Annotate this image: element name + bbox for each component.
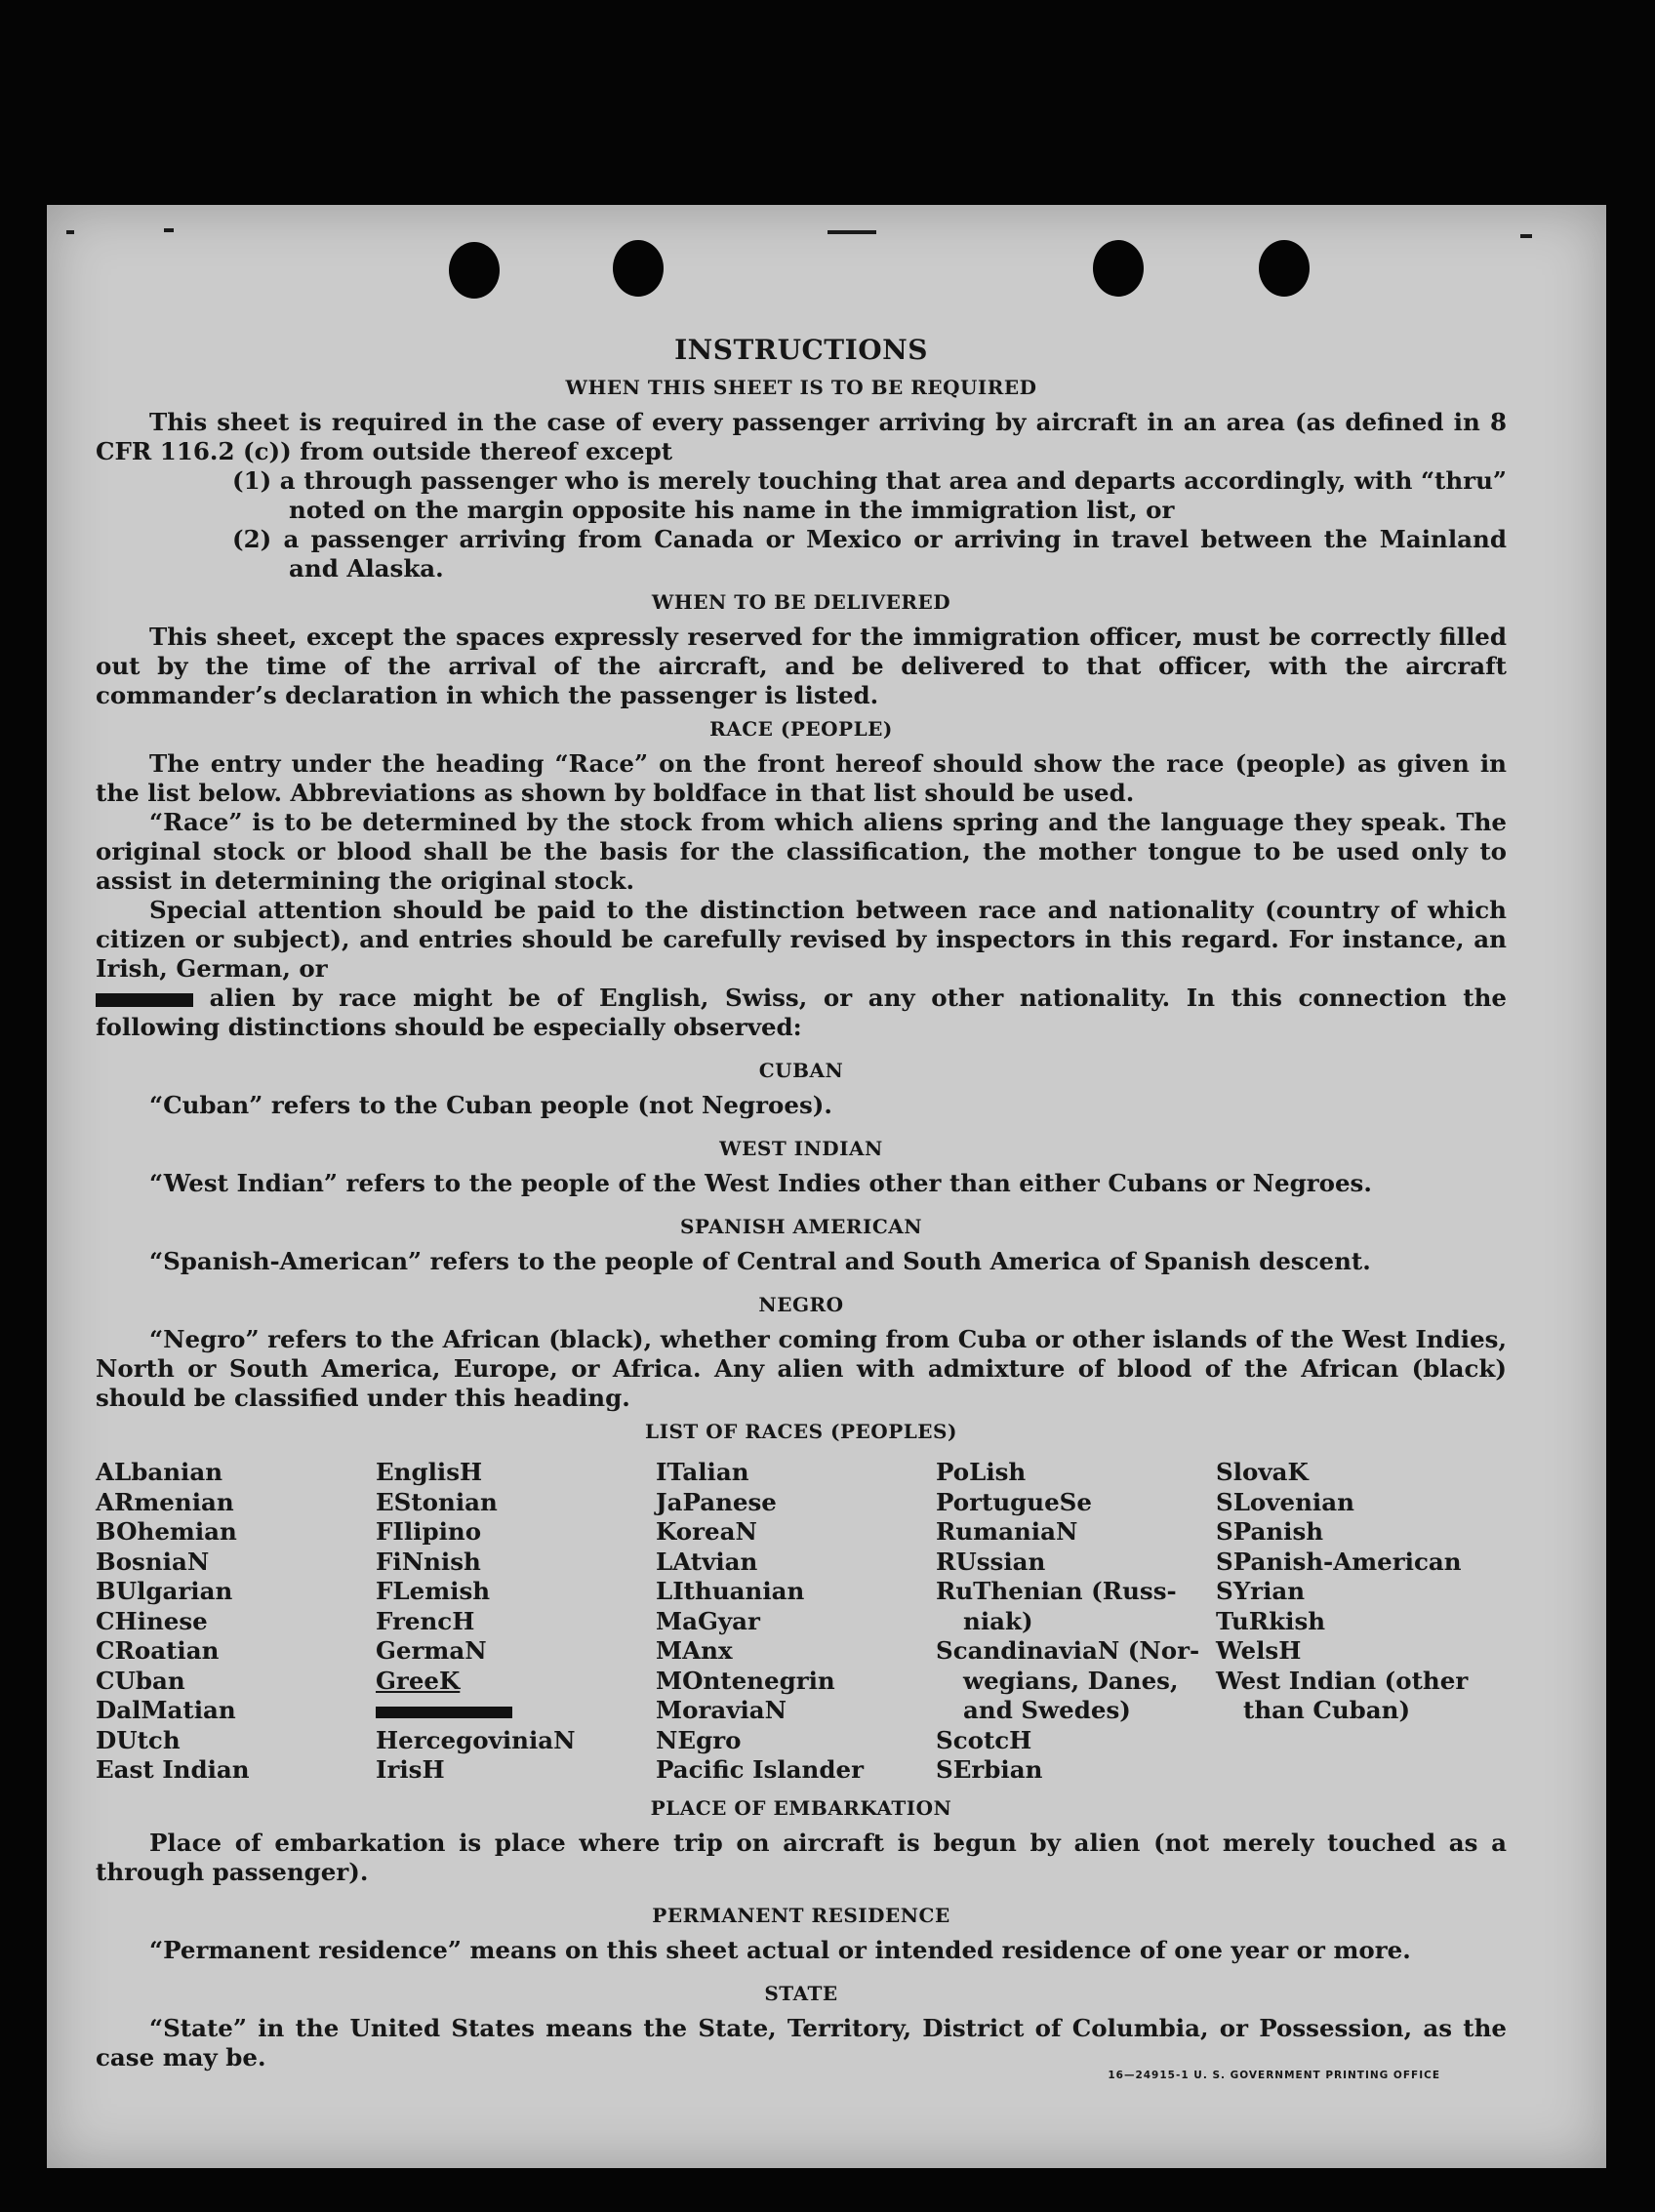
heading-west-indian: WEST INDIAN: [719, 1137, 883, 1160]
race-entry: FLemish: [376, 1577, 491, 1605]
race-entry: CUban: [96, 1666, 185, 1695]
heading-race: RACE (PEOPLE): [709, 717, 893, 741]
document-sheet: [47, 205, 1606, 2168]
redacted-entry: [376, 1696, 656, 1726]
race-entry: SlovaK: [1216, 1458, 1309, 1486]
heading-list-of-races: LIST OF RACES (PEOPLES): [645, 1420, 957, 1443]
redaction-mark: [376, 1707, 512, 1718]
printing-office-code: 16—24915-1 U. S. GOVERNMENT PRINTING OFFICE: [1108, 2070, 1440, 2081]
race-entry-continued: than Cuban): [1243, 1696, 1411, 1724]
race-entry: FrencH: [376, 1606, 475, 1635]
race-entry: SPanish-American: [1216, 1547, 1462, 1576]
embarkation-text: Place of embarkation is place where trip on aircraft is begun by alien (not merely touched as a through passenger).: [96, 1828, 1507, 1886]
state-text: “State” in the United States means the State, Territory, District of Columbia, or Possession, as the case may be.: [96, 2013, 1507, 2071]
race-entry: WelsH: [1216, 1636, 1302, 1665]
race-entry: BosniaN: [96, 1547, 210, 1576]
negro-text: “Negro” refers to the African (black), whether coming from Cuba or other islands of the West Indies, North or South America, Europe, or Africa. Any alien with admixture of blood of the African (black) should be classified under this heading.: [96, 1325, 1507, 1412]
when-delivered-text: This sheet, except the spaces expressly reserved for the immigration officer, must be correctly filled out by the time of the arrival of the aircraft, and be delivered to that officer, with the aircraft commander’s declaration in which the passenger is listed.: [96, 623, 1507, 709]
race-entry: CRoatian: [96, 1636, 220, 1665]
edge-mark: [1520, 234, 1532, 238]
race-entry: West Indian (other: [1216, 1666, 1469, 1695]
punch-hole: [1259, 240, 1310, 297]
race-entry: IrisH: [376, 1755, 445, 1784]
when-required-text: This sheet is required in the case of every passenger arriving by aircraft in an area (as defined in 8 CFR 116.2 (c)) from outside thereof except: [96, 408, 1507, 465]
race-entry: ARmenian: [96, 1487, 234, 1516]
heading-state: STATE: [764, 1981, 838, 2005]
races-column-4: [936, 1458, 1216, 1786]
race-paragraph-3b-text: alien by race might be of English, Swiss, or any other nationality. In this connection the following distinctions should be especially observed:: [96, 984, 1508, 1041]
race-entry: ITalian: [656, 1458, 749, 1486]
race-entry: SErbian: [936, 1755, 1043, 1784]
race-entry: LAtvian: [656, 1547, 758, 1576]
punch-hole: [449, 242, 500, 299]
heading-cuban: CUBAN: [758, 1059, 844, 1082]
heading-when-required: WHEN THIS SHEET IS TO BE REQUIRED: [565, 376, 1037, 399]
race-entry: FiNnish: [376, 1547, 481, 1576]
page-title: INSTRUCTIONS: [674, 334, 928, 366]
race-entry: NEgro: [656, 1725, 742, 1754]
exception-item-1: (1) a through passenger who is merely touching that area and departs accordingly, with “thru” noted on the margin opposite his name in the immigration list, or: [232, 466, 1507, 524]
race-entry: ScandinaviaN (Nor-: [936, 1636, 1200, 1665]
race-entry-continued: and Swedes): [963, 1696, 1131, 1724]
race-entry: SLovenian: [1216, 1487, 1354, 1516]
race-entry: BUlgarian: [96, 1577, 233, 1605]
race-entry: Pacific Islander: [656, 1755, 864, 1784]
race-entry: KoreaN: [656, 1517, 757, 1546]
redaction-mark: [96, 993, 193, 1007]
race-entry: LIthuanian: [656, 1577, 805, 1605]
race-paragraph-3a: Special attention should be paid to the distinction between race and nationality (country of which citizen or subject), and entries should be carefully revised by inspectors in this regard. For instance, an Irish, German, or: [96, 896, 1507, 983]
race-entry: MOntenegrin: [656, 1666, 835, 1695]
race-entry: MAnx: [656, 1636, 733, 1665]
race-entry: TuRkish: [1216, 1606, 1326, 1635]
races-column-5: [1216, 1458, 1509, 1786]
races-list: [96, 1458, 1507, 1786]
race-entry: GermaN: [376, 1636, 487, 1665]
race-entry: RuThenian (Russ-: [936, 1577, 1177, 1605]
race-entry: EStonian: [376, 1487, 498, 1516]
race-entry: RumaniaN: [936, 1517, 1078, 1546]
race-entry: GreeK: [376, 1666, 461, 1695]
race-entry: DUtch: [96, 1725, 181, 1754]
instructions-content: [96, 336, 1507, 2072]
cuban-text: “Cuban” refers to the Cuban people (not Negroes).: [149, 1091, 832, 1119]
race-paragraph-2: “Race” is to be determined by the stock from which aliens spring and the language they speak. The original stock or blood shall be the basis for the classification, the mother tongue to be used only to assist in determining the original stock.: [96, 808, 1507, 895]
race-entry: PoLish: [936, 1458, 1027, 1486]
race-entry: BOhemian: [96, 1517, 237, 1546]
race-paragraph-1: The entry under the heading “Race” on the front hereof should show the race (people) as given in the list below. Abbreviations as shown by boldface in that list should be used.: [96, 749, 1507, 807]
heading-negro: NEGRO: [758, 1293, 844, 1316]
race-entry: CHinese: [96, 1606, 208, 1635]
punch-hole: [1093, 240, 1144, 297]
races-column-3: [656, 1458, 936, 1786]
race-entry: JaPanese: [656, 1487, 777, 1516]
edge-mark: [66, 230, 74, 234]
races-column-2: [376, 1458, 656, 1786]
race-entry: MaGyar: [656, 1606, 760, 1635]
race-entry: DalMatian: [96, 1696, 236, 1724]
spanish-american-text: “Spanish-American” refers to the people of Central and South America of Spanish descent.: [149, 1247, 1371, 1275]
race-entry: East Indian: [96, 1755, 250, 1784]
race-entry: ALbanian: [96, 1458, 223, 1486]
punch-hole: [613, 240, 664, 297]
race-entry: MoraviaN: [656, 1696, 787, 1724]
race-entry: EnglisH: [376, 1458, 483, 1486]
race-entry: SYrian: [1216, 1577, 1306, 1605]
race-paragraph-3b: [96, 984, 1507, 1042]
races-column-1: [96, 1458, 376, 1786]
edge-mark: [828, 230, 876, 234]
race-entry: FIlipino: [376, 1517, 482, 1546]
race-entry: SPanish: [1216, 1517, 1324, 1546]
edge-mark: [164, 228, 174, 232]
heading-embarkation: PLACE OF EMBARKATION: [650, 1795, 952, 1820]
heading-permanent-residence: PERMANENT RESIDENCE: [652, 1903, 950, 1927]
residence-text: “Permanent residence” means on this sheet actual or intended residence of one year or more.: [149, 1935, 1411, 1964]
race-entry: PortugueSe: [936, 1487, 1092, 1516]
exception-item-2: (2) a passenger arriving from Canada or Mexico or arriving in travel between the Mainland and Alaska.: [232, 525, 1507, 583]
race-entry: HercegoviniaN: [376, 1725, 576, 1754]
heading-spanish-american: SPANISH AMERICAN: [679, 1215, 923, 1238]
race-entry-continued: niak): [963, 1606, 1033, 1635]
race-entry: ScotcH: [936, 1725, 1032, 1754]
west-indian-text: “West Indian” refers to the people of the West Indies other than either Cubans or Negroes.: [149, 1169, 1372, 1197]
race-entry-continued: wegians, Danes,: [963, 1666, 1179, 1695]
heading-when-delivered: WHEN TO BE DELIVERED: [651, 590, 951, 614]
race-entry: RUssian: [936, 1547, 1046, 1576]
